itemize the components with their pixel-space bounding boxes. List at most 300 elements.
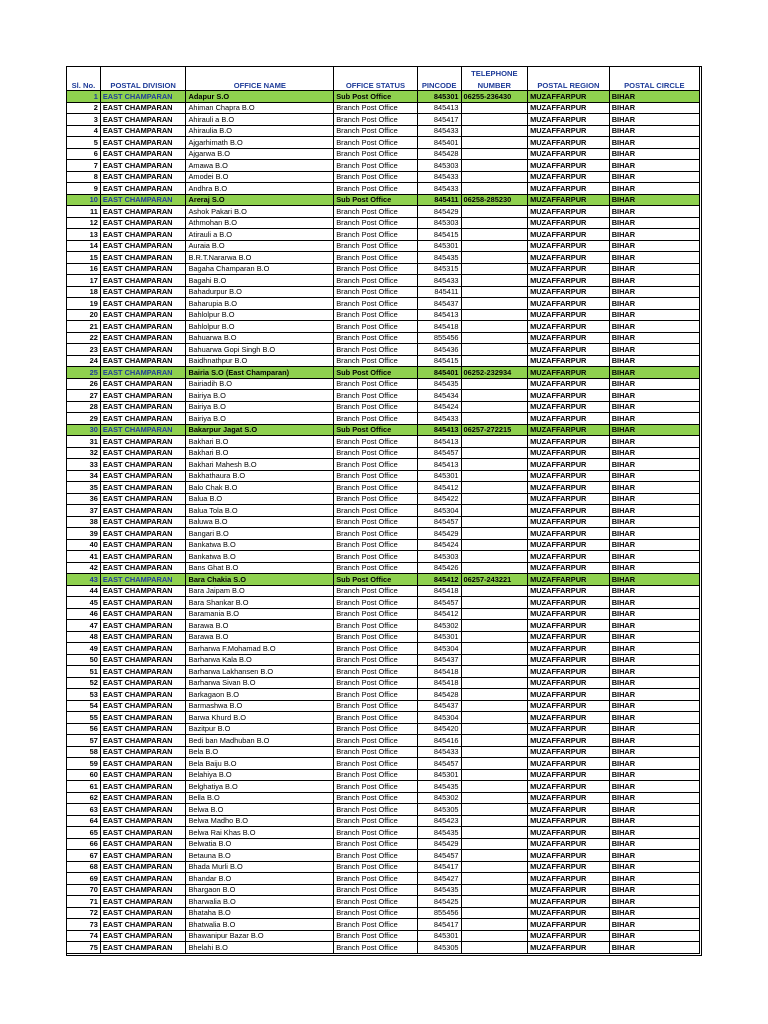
postal-region-cell: MUZAFFARPUR [528,286,610,298]
pincode-cell: 845418 [417,321,461,333]
postal-circle-cell: BIHAR [609,827,699,839]
postal-region-cell: MUZAFFARPUR [528,781,610,793]
telephone-cell [461,804,528,816]
office-name-cell: Bahadurpur B.O [186,286,334,298]
postal-region-cell: MUZAFFARPUR [528,252,610,264]
sl-no-cell: 68 [67,861,101,873]
postal-circle-cell: BIHAR [609,861,699,873]
postal-circle-cell: BIHAR [609,114,699,126]
telephone-cell: 06255-236430 [461,91,528,103]
table-row [67,436,700,448]
postal-circle-cell: BIHAR [609,436,699,448]
postal-circle-cell: BIHAR [609,712,699,724]
header-postal-circle: POSTAL CIRCLE [609,78,699,91]
office-name-cell: Bankatwa B.O [186,551,334,563]
office-status-cell: Branch Post Office [334,930,417,942]
office-name-cell: Barharwa F.Mohamad B.O [186,643,334,655]
postal-region-cell: MUZAFFARPUR [528,804,610,816]
office-name-cell: Bhelahi B.O [186,942,334,954]
sl-no-cell: 48 [67,631,101,643]
telephone-cell [461,896,528,908]
postal-region-cell: MUZAFFARPUR [528,194,610,206]
table-row [67,505,700,517]
sl-no-cell: 12 [67,217,101,229]
postal-circle-cell: BIHAR [609,585,699,597]
sl-no-cell: 55 [67,712,101,724]
postal-division-cell: EAST CHAMPARAN [100,712,186,724]
office-status-cell: Branch Post Office [334,723,417,735]
postal-division-cell: EAST CHAMPARAN [100,171,186,183]
telephone-cell [461,355,528,367]
postal-region-cell: MUZAFFARPUR [528,608,610,620]
telephone-cell [461,183,528,195]
office-status-cell: Branch Post Office [334,505,417,517]
office-name-cell: Bakhari Mahesh B.O [186,459,334,471]
sl-no-cell: 38 [67,516,101,528]
postal-division-cell: EAST CHAMPARAN [100,516,186,528]
sl-no-cell: 13 [67,229,101,241]
office-status-cell: Branch Post Office [334,286,417,298]
postal-region-cell: MUZAFFARPUR [528,516,610,528]
postal-region-cell: MUZAFFARPUR [528,148,610,160]
office-name-cell: Belwatia B.O [186,838,334,850]
postal-division-cell: EAST CHAMPARAN [100,654,186,666]
telephone-cell [461,930,528,942]
postal-circle-cell: BIHAR [609,275,699,287]
office-name-cell: Atirauli a B.O [186,229,334,241]
office-status-cell: Branch Post Office [334,206,417,218]
table-row [67,367,700,379]
telephone-cell: 06252-232934 [461,367,528,379]
postal-circle-cell: BIHAR [609,401,699,413]
office-name-cell: Belwa B.O [186,804,334,816]
table-row [67,861,700,873]
postal-circle-cell: BIHAR [609,873,699,885]
office-status-cell: Branch Post Office [334,183,417,195]
pincode-cell: 845437 [417,700,461,712]
postal-division-cell: EAST CHAMPARAN [100,827,186,839]
office-status-cell: Branch Post Office [334,263,417,275]
postal-circle-cell: BIHAR [609,447,699,459]
postal-circle-cell: BIHAR [609,505,699,517]
postal-division-cell: EAST CHAMPARAN [100,309,186,321]
sl-no-cell: 71 [67,896,101,908]
postal-region-cell: MUZAFFARPUR [528,620,610,632]
office-status-cell: Sub Post Office [334,194,417,206]
postal-circle-cell: BIHAR [609,815,699,827]
pincode-cell: 845418 [417,585,461,597]
table-row [67,620,700,632]
office-status-cell: Branch Post Office [334,861,417,873]
office-name-cell: Belwa Rai Khas B.O [186,827,334,839]
office-name-cell: Barharwa Lakhansen B.O [186,666,334,678]
sl-no-cell: 42 [67,562,101,574]
table-row [67,942,700,954]
telephone-cell [461,378,528,390]
postal-circle-cell: BIHAR [609,907,699,919]
table-row [67,896,700,908]
table-header [67,67,700,91]
postal-region-cell: MUZAFFARPUR [528,183,610,195]
table-row [67,516,700,528]
postal-region-cell: MUZAFFARPUR [528,712,610,724]
table-row [67,470,700,482]
postal-circle-cell: BIHAR [609,137,699,149]
postal-circle-cell: BIHAR [609,309,699,321]
postal-region-cell: MUZAFFARPUR [528,401,610,413]
postal-region-cell: MUZAFFARPUR [528,160,610,172]
postal-region-cell: MUZAFFARPUR [528,758,610,770]
sl-no-cell: 46 [67,608,101,620]
office-name-cell: Bela B.O [186,746,334,758]
header-postal-division: POSTAL DIVISION [100,78,186,91]
postal-circle-cell: BIHAR [609,723,699,735]
telephone-cell [461,206,528,218]
table-row [67,183,700,195]
postal-circle-cell: BIHAR [609,919,699,931]
telephone-cell [461,827,528,839]
postal-circle-cell: BIHAR [609,735,699,747]
postal-circle-cell: BIHAR [609,493,699,505]
sl-no-cell: 19 [67,298,101,310]
telephone-cell [461,723,528,735]
office-name-cell: Bhatwalia B.O [186,919,334,931]
postal-division-cell: EAST CHAMPARAN [100,758,186,770]
office-name-cell: Bangari B.O [186,528,334,540]
office-status-cell: Branch Post Office [334,758,417,770]
sl-no-cell: 22 [67,332,101,344]
table-row [67,873,700,885]
office-status-cell: Sub Post Office [334,91,417,103]
postal-circle-cell: BIHAR [609,355,699,367]
sl-no-cell: 30 [67,424,101,436]
postal-region-cell: MUZAFFARPUR [528,263,610,275]
sl-no-cell: 52 [67,677,101,689]
header-telephone-top: TELEPHONE [461,67,528,79]
telephone-cell [461,746,528,758]
postal-region-cell: MUZAFFARPUR [528,102,610,114]
pincode-cell: 845457 [417,516,461,528]
sl-no-cell: 17 [67,275,101,287]
table-row [67,252,700,264]
postal-division-cell: EAST CHAMPARAN [100,689,186,701]
postal-division-cell: EAST CHAMPARAN [100,470,186,482]
pincode-cell: 845422 [417,493,461,505]
pincode-cell: 845413 [417,309,461,321]
postal-region-cell: MUZAFFARPUR [528,436,610,448]
postal-division-cell: EAST CHAMPARAN [100,631,186,643]
office-status-cell: Sub Post Office [334,367,417,379]
office-name-cell: Athmohan B.O [186,217,334,229]
office-name-cell: Auraia B.O [186,240,334,252]
postal-region-cell: MUZAFFARPUR [528,332,610,344]
postal-circle-cell: BIHAR [609,896,699,908]
sl-no-cell: 6 [67,148,101,160]
table-row [67,804,700,816]
office-name-cell: Bairiya B.O [186,401,334,413]
postal-circle-cell: BIHAR [609,344,699,356]
office-name-cell: Andhra B.O [186,183,334,195]
postal-circle-cell: BIHAR [609,838,699,850]
postal-division-cell: EAST CHAMPARAN [100,907,186,919]
postal-circle-cell: BIHAR [609,574,699,586]
sl-no-cell: 74 [67,930,101,942]
table-row [67,114,700,126]
postal-circle-cell: BIHAR [609,286,699,298]
postal-division-cell: EAST CHAMPARAN [100,792,186,804]
postal-circle-cell: BIHAR [609,378,699,390]
pincode-cell: 845420 [417,723,461,735]
postal-circle-cell: BIHAR [609,102,699,114]
postal-region-cell: MUZAFFARPUR [528,367,610,379]
postal-circle-cell: BIHAR [609,160,699,172]
office-name-cell: Bhargaon B.O [186,884,334,896]
office-status-cell: Branch Post Office [334,746,417,758]
office-status-cell: Branch Post Office [334,562,417,574]
office-name-cell: Bela Baiju B.O [186,758,334,770]
postal-division-cell: EAST CHAMPARAN [100,459,186,471]
postal-division-cell: EAST CHAMPARAN [100,229,186,241]
pincode-cell: 845416 [417,735,461,747]
sl-no-cell: 8 [67,171,101,183]
pincode-cell: 845301 [417,769,461,781]
postal-region-cell: MUZAFFARPUR [528,378,610,390]
sl-no-cell: 64 [67,815,101,827]
sl-no-cell: 9 [67,183,101,195]
sl-no-cell: 45 [67,597,101,609]
table-row [67,792,700,804]
postal-division-cell: EAST CHAMPARAN [100,919,186,931]
sl-no-cell: 18 [67,286,101,298]
sl-no-cell: 65 [67,827,101,839]
postal-circle-cell: BIHAR [609,229,699,241]
office-name-cell: Areraj S.O [186,194,334,206]
telephone-cell [461,263,528,275]
postal-division-cell: EAST CHAMPARAN [100,873,186,885]
office-status-cell: Branch Post Office [334,447,417,459]
office-status-cell: Branch Post Office [334,620,417,632]
postal-region-cell: MUZAFFARPUR [528,735,610,747]
telephone-cell [461,309,528,321]
office-status-cell: Branch Post Office [334,827,417,839]
postal-division-cell: EAST CHAMPARAN [100,539,186,551]
telephone-cell: 06257-272215 [461,424,528,436]
office-status-cell: Branch Post Office [334,378,417,390]
postal-region-cell: MUZAFFARPUR [528,907,610,919]
postal-region-cell: MUZAFFARPUR [528,723,610,735]
postal-division-cell: EAST CHAMPARAN [100,137,186,149]
office-name-cell: Bagaha Champaran B.O [186,263,334,275]
postal-division-cell: EAST CHAMPARAN [100,321,186,333]
postal-circle-cell: BIHAR [609,482,699,494]
postal-division-cell: EAST CHAMPARAN [100,700,186,712]
telephone-cell [461,275,528,287]
postal-region-cell: MUZAFFARPUR [528,528,610,540]
postal-division-cell: EAST CHAMPARAN [100,424,186,436]
telephone-cell [461,677,528,689]
postal-division-cell: EAST CHAMPARAN [100,355,186,367]
postal-division-cell: EAST CHAMPARAN [100,608,186,620]
telephone-cell [461,620,528,632]
postal-region-cell: MUZAFFARPUR [528,585,610,597]
pincode-cell: 845435 [417,781,461,793]
table-row [67,91,700,103]
postal-region-cell: MUZAFFARPUR [528,217,610,229]
office-name-cell: Bahlolpur B.O [186,309,334,321]
sl-no-cell: 11 [67,206,101,218]
postal-region-cell: MUZAFFARPUR [528,206,610,218]
telephone-cell [461,436,528,448]
postal-region-cell: MUZAFFARPUR [528,137,610,149]
office-name-cell: Bara Chakia S.O [186,574,334,586]
pincode-cell: 845301 [417,470,461,482]
pincode-cell: 845433 [417,171,461,183]
sl-no-cell: 2 [67,102,101,114]
office-status-cell: Branch Post Office [334,666,417,678]
office-name-cell: Bans Ghat B.O [186,562,334,574]
pincode-cell: 845424 [417,539,461,551]
office-status-cell: Branch Post Office [334,873,417,885]
office-status-cell: Branch Post Office [334,631,417,643]
postal-division-cell: EAST CHAMPARAN [100,551,186,563]
office-status-cell: Branch Post Office [334,229,417,241]
table-row [67,585,700,597]
office-status-cell: Branch Post Office [334,309,417,321]
office-name-cell: Amawa B.O [186,160,334,172]
postal-circle-cell: BIHAR [609,217,699,229]
table-row [67,206,700,218]
postal-circle-cell: BIHAR [609,171,699,183]
telephone-cell [461,482,528,494]
office-name-cell: Ashok Pakari B.O [186,206,334,218]
postal-region-cell: MUZAFFARPUR [528,275,610,287]
postal-division-cell: EAST CHAMPARAN [100,815,186,827]
table-row [67,390,700,402]
office-name-cell: Bhandar B.O [186,873,334,885]
postal-circle-cell: BIHAR [609,758,699,770]
table-row [67,850,700,862]
telephone-cell [461,344,528,356]
postal-circle-cell: BIHAR [609,769,699,781]
office-name-cell: Bahlolpur B.O [186,321,334,333]
postal-circle-cell: BIHAR [609,884,699,896]
table-row [67,229,700,241]
sl-no-cell: 1 [67,91,101,103]
pincode-cell: 845457 [417,850,461,862]
postal-region-cell: MUZAFFARPUR [528,677,610,689]
sl-no-cell: 56 [67,723,101,735]
table-row [67,781,700,793]
table-row [67,746,700,758]
postal-division-cell: EAST CHAMPARAN [100,252,186,264]
postal-circle-cell: BIHAR [609,470,699,482]
postal-division-cell: EAST CHAMPARAN [100,298,186,310]
table-row [67,171,700,183]
postal-division-cell: EAST CHAMPARAN [100,850,186,862]
office-status-cell: Branch Post Office [334,298,417,310]
telephone-cell [461,735,528,747]
telephone-cell [461,562,528,574]
pincode-cell: 845413 [417,459,461,471]
office-name-cell: Bakarpur Jagat S.O [186,424,334,436]
table-row [67,723,700,735]
table-row [67,355,700,367]
postal-division-cell: EAST CHAMPARAN [100,723,186,735]
sl-no-cell: 69 [67,873,101,885]
office-name-cell: Bharwalia B.O [186,896,334,908]
sl-no-cell: 25 [67,367,101,379]
pincode-cell: 845433 [417,275,461,287]
table-row [67,298,700,310]
postal-region-cell: MUZAFFARPUR [528,390,610,402]
telephone-cell: 06258-285230 [461,194,528,206]
header-office-status: OFFICE STATUS [334,78,417,91]
office-status-cell: Branch Post Office [334,942,417,954]
office-status-cell: Branch Post Office [334,689,417,701]
telephone-cell [461,539,528,551]
postal-region-cell: MUZAFFARPUR [528,298,610,310]
table-row [67,275,700,287]
sl-no-cell: 54 [67,700,101,712]
telephone-cell [461,643,528,655]
sl-no-cell: 36 [67,493,101,505]
telephone-cell [461,470,528,482]
table-row [67,459,700,471]
pincode-cell: 845411 [417,286,461,298]
telephone-cell [461,608,528,620]
sl-no-cell: 5 [67,137,101,149]
post-office-table [66,66,700,954]
postal-division-cell: EAST CHAMPARAN [100,562,186,574]
sl-no-cell: 50 [67,654,101,666]
pincode-cell: 845424 [417,401,461,413]
postal-region-cell: MUZAFFARPUR [528,482,610,494]
postal-circle-cell: BIHAR [609,424,699,436]
postal-region-cell: MUZAFFARPUR [528,551,610,563]
postal-region-cell: MUZAFFARPUR [528,91,610,103]
telephone-cell [461,401,528,413]
postal-circle-cell: BIHAR [609,689,699,701]
office-name-cell: Baramania B.O [186,608,334,620]
pincode-cell: 845417 [417,114,461,126]
postal-circle-cell: BIHAR [609,781,699,793]
postal-region-cell: MUZAFFARPUR [528,643,610,655]
spreadsheet-page [66,66,702,956]
office-status-cell: Branch Post Office [334,401,417,413]
postal-circle-cell: BIHAR [609,677,699,689]
postal-division-cell: EAST CHAMPARAN [100,838,186,850]
office-name-cell: Bazitpur B.O [186,723,334,735]
pincode-cell: 845305 [417,804,461,816]
telephone-cell [461,332,528,344]
table-row [67,309,700,321]
office-name-cell: Ajgarwa B.O [186,148,334,160]
telephone-cell [461,758,528,770]
pincode-cell: 845412 [417,608,461,620]
sl-no-cell: 67 [67,850,101,862]
postal-circle-cell: BIHAR [609,631,699,643]
sl-no-cell: 53 [67,689,101,701]
pincode-cell: 845435 [417,378,461,390]
postal-region-cell: MUZAFFARPUR [528,539,610,551]
postal-circle-cell: BIHAR [609,700,699,712]
postal-division-cell: EAST CHAMPARAN [100,804,186,816]
office-status-cell: Branch Post Office [334,390,417,402]
sl-no-cell: 57 [67,735,101,747]
postal-region-cell: MUZAFFARPUR [528,459,610,471]
office-name-cell: Belahiya B.O [186,769,334,781]
office-name-cell: Amodei B.O [186,171,334,183]
